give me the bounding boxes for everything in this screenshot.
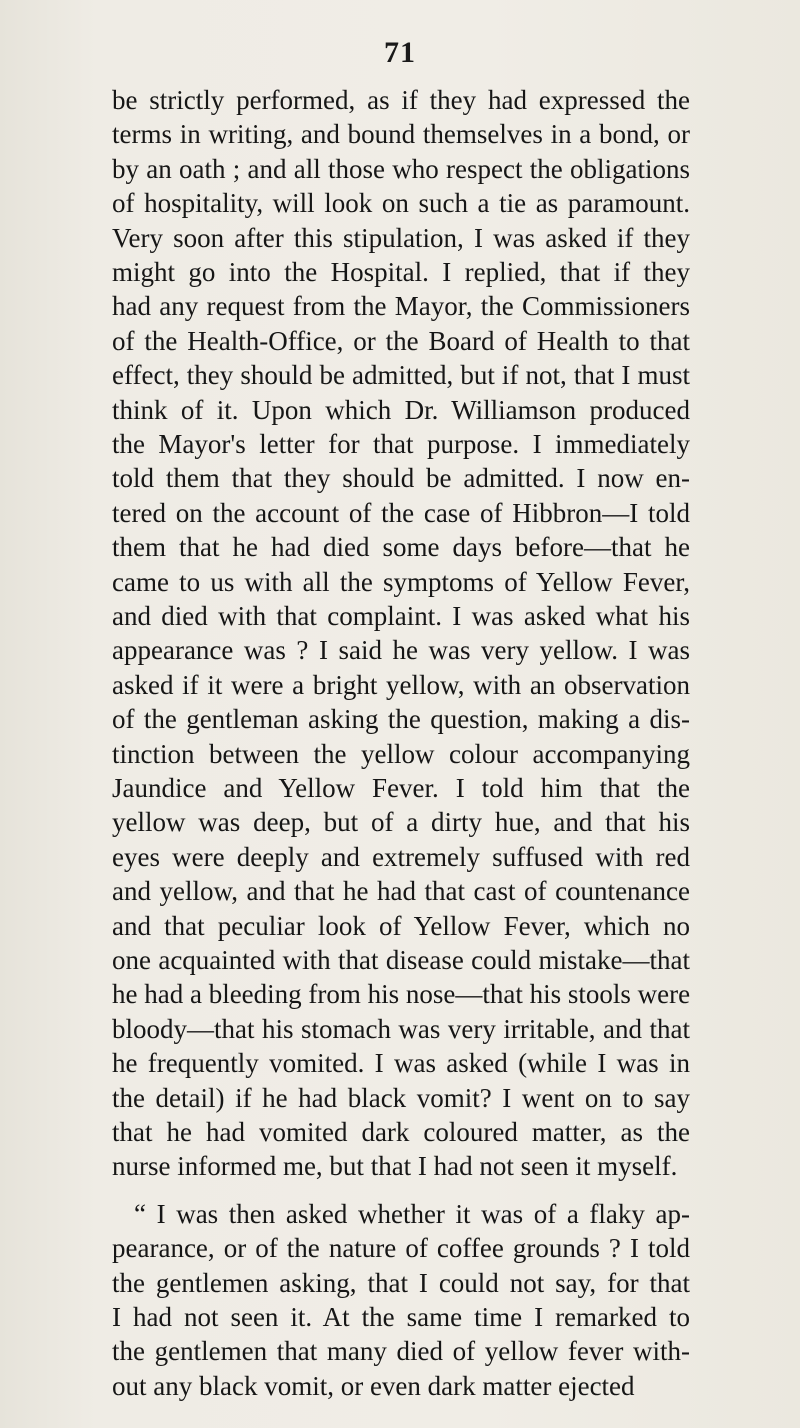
page-number: 71: [384, 36, 416, 69]
text-line: had any request from the Mayor, the Commissioners: [112, 291, 690, 321]
text-line: out any black vomit, or even dark matter ejected: [112, 1371, 635, 1401]
text-line: of hospitality, will look on such a tie as paramount.: [112, 188, 690, 218]
text-line: the gentlemen that many died of yellow fever with-: [112, 1336, 690, 1366]
text-line: of the Health-Office, or the Board of Health to that: [112, 326, 690, 356]
text-line: appearance was ? I said he was very yellow. I was: [112, 635, 690, 665]
text-line: came to us with all the symptoms of Yellow Fever,: [112, 567, 690, 597]
text-line: effect, they should be admitted, but if not, that I must: [112, 360, 690, 390]
text-line: by an oath ; and all those who respect the obligations: [112, 154, 690, 184]
text-line: the detail) if he had black vomit? I went on to say: [112, 1083, 690, 1113]
text-line: he frequently vomited. I was asked (while I was in: [112, 1048, 690, 1078]
text-line: he had a bleeding from his nose—that his stools were: [112, 979, 690, 1009]
text-line: that he had vomited dark coloured matter, as the: [112, 1117, 690, 1147]
text-line: tered on the account of the case of Hibbron—I told: [112, 498, 690, 528]
text-line: and yellow, and that he had that cast of countenance: [112, 876, 690, 906]
text-line: and that peculiar look of Yellow Fever, which no: [112, 911, 690, 941]
text-line: bloody—that his stomach was very irritable, and that: [112, 1014, 690, 1044]
text-line: think of it. Upon which Dr. Williamson produced: [112, 395, 690, 425]
text-line: be strictly performed, as if they had expressed the: [112, 85, 690, 115]
text-line: and died with that complaint. I was asked what his: [112, 601, 690, 631]
text-line: told them that they should be admitted. I now en-: [112, 463, 690, 493]
text-line: pearance, or of the nature of coffee grounds ? I told: [112, 1233, 690, 1263]
text-line: the Mayor's letter for that purpose. I immediately: [112, 429, 690, 459]
text-line: them that he had died some days before—that he: [112, 532, 690, 562]
text-line: tinction between the yellow colour accompanying: [112, 739, 690, 769]
text-line: of the gentleman asking the question, making a dis-: [112, 704, 690, 734]
text-line: terms in writing, and bound themselves in a bond, or: [112, 119, 690, 149]
text-line: yellow was deep, but of a dirty hue, and that his: [112, 807, 690, 837]
text-line: eyes were deeply and extremely suffused with red: [112, 842, 690, 872]
text-line: nurse informed me, but that I had not seen it myself.: [112, 1151, 678, 1181]
text-line: one acquainted with that disease could mistake—that: [112, 945, 690, 975]
text-line: Jaundice and Yellow Fever. I told him that the: [112, 773, 690, 803]
text-line: the gentlemen asking, that I could not say, for that: [112, 1268, 690, 1298]
text-line: might go into the Hospital. I replied, that if they: [112, 257, 690, 287]
text-line: Very soon after this stipulation, I was asked if they: [112, 223, 690, 253]
text-line: I had not seen it. At the same time I remarked to: [112, 1302, 690, 1332]
text-line: asked if it were a bright yellow, with an observation: [112, 670, 690, 700]
text-line: “ I was then asked whether it was of a flaky ap-: [134, 1199, 690, 1229]
